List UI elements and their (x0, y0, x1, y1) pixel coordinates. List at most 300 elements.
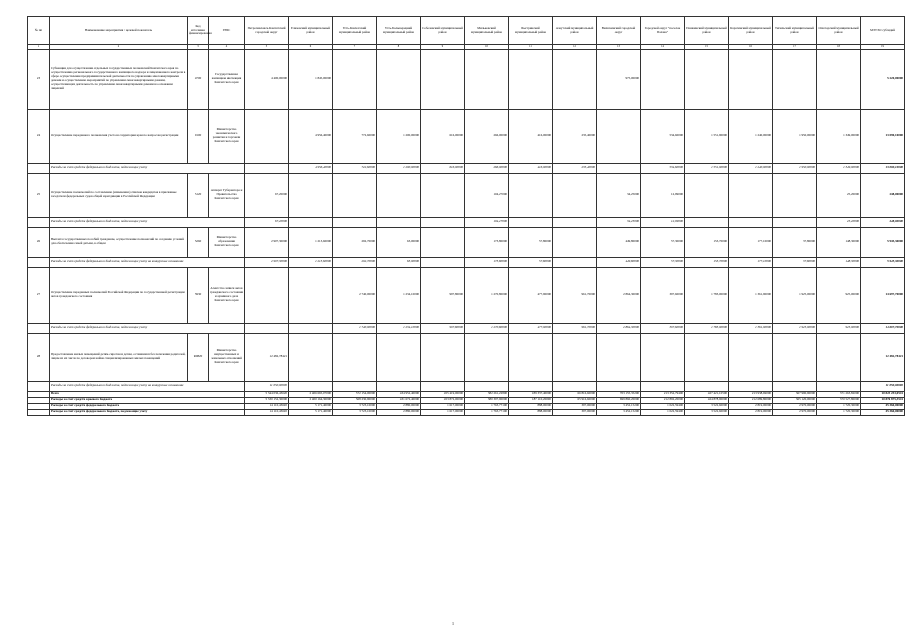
amount-value (333, 173, 377, 217)
amount-value: 1 783,00000 (685, 267, 729, 323)
amount-value (685, 49, 729, 109)
amount-value: 66 816,60000 (553, 391, 597, 397)
amount-value: 1 361,90000 (729, 267, 773, 323)
amount-value (289, 323, 333, 333)
amount-value: 65 916,60000 (553, 397, 597, 403)
source-code: 0100 (188, 109, 209, 163)
amount-value (729, 49, 773, 109)
amount-value: 212 689,80000 (729, 397, 773, 403)
amount-value: 213 352,79400 (641, 391, 685, 397)
amount-value: 453 872,00000 (421, 397, 465, 403)
amount-value: 1 361,90000 (729, 323, 773, 333)
amount-value: 1 617,00000 (421, 403, 465, 409)
amount-value: 380 397,90000 (465, 397, 509, 403)
amount-value (289, 267, 333, 323)
amount-value (817, 381, 861, 391)
amount-value (553, 333, 597, 381)
table-row (28, 109, 905, 163)
amount-value (509, 173, 553, 217)
amount-value: 5 344 036,43620 (245, 391, 289, 397)
amount-value: 14 110,43620 (245, 409, 289, 415)
activity-name: Осуществление переданного полномочия учета на территории края по вопросам регистрации (50, 109, 188, 163)
amount-value (245, 109, 289, 163)
column-index: 7 (333, 45, 377, 50)
total-value: 11 050,00000 (861, 381, 905, 391)
amount-value (773, 217, 817, 227)
amount-value: 382 261,22800 (465, 391, 509, 397)
amount-value: 772,60000 (333, 109, 377, 163)
amount-value (333, 381, 377, 391)
column-header: Код источника финансирования (188, 17, 209, 45)
row-number: 23 (28, 49, 50, 109)
amount-value (421, 227, 465, 257)
amount-value: 365 120,00000 (773, 397, 817, 403)
column-index: 10 (465, 45, 509, 50)
amount-value (377, 381, 421, 391)
subtotal-row (28, 163, 905, 173)
amount-value: 12,99000 (641, 217, 685, 227)
table-row (28, 333, 905, 381)
grbs-name: Аппарат Губернатора и Правительства Камчатского края (209, 173, 245, 217)
amount-value: 2 907,30000 (245, 257, 289, 267)
amount-value: 2 970,00000 (773, 409, 817, 415)
amount-value: 1 763,77100 (465, 403, 509, 409)
amount-value (553, 217, 597, 227)
empty-cell (28, 381, 50, 391)
amount-value: 173,80000 (465, 257, 509, 267)
amount-value: 2 880,00000 (377, 403, 421, 409)
amount-value: 925,00000 (817, 323, 861, 333)
amount-value: 57,30000 (641, 227, 685, 257)
column-header: МЭТЭО субсидий (861, 17, 905, 45)
amount-value: 34,25000 (597, 173, 641, 217)
total-value: 248,00000 (861, 217, 905, 227)
amount-value: 189 337,40000 (509, 391, 553, 397)
source-code: 4700 (188, 49, 209, 109)
amount-value (817, 49, 861, 109)
amount-value: 34,25000 (597, 217, 641, 227)
amount-value (421, 217, 465, 227)
column-index: 6 (289, 45, 333, 50)
amount-value: 1 783,00000 (685, 323, 729, 333)
amount-value: 14 110,43620 (245, 403, 289, 409)
amount-value: 12 482,78421 (245, 333, 289, 381)
amount-value (773, 381, 817, 391)
grbs-name: Министерство образования Камчатского края (209, 227, 245, 257)
amount-value: 1 551,90000 (685, 163, 729, 173)
column-header: Быстринский муниципальный район (509, 17, 553, 45)
amount-value: 57,30000 (641, 257, 685, 267)
amount-value: 534,60000 (641, 163, 685, 173)
amount-value: 975,00000 (597, 49, 641, 109)
amount-value: 4 400,00000 (245, 49, 289, 109)
amount-value (685, 173, 729, 217)
subsidy-table (27, 16, 905, 416)
amount-value: 371 263,82000 (817, 391, 861, 397)
empty-cell (28, 163, 50, 173)
grbs-name: Агентство записи актов гражданского состояния и архивного дела Камчатского края (209, 267, 245, 323)
amount-value: 57,80000 (509, 227, 553, 257)
activity-name: Осуществление полномочий по составлению (изменению) списков кандидатов в присяжные заседатели федеральных судов общей юрисдикции в Российской Федерации (50, 173, 188, 217)
row-number: 24 (28, 109, 50, 163)
row-label: Расходы за счет средств федерального бюджета, подлежащие учету на конкурсных основаниях (50, 381, 245, 391)
amount-value (421, 49, 465, 109)
total-value: 14 697,70000 (861, 267, 905, 323)
amount-value: 2 406 665,07000 (289, 391, 333, 397)
amount-value (509, 217, 553, 227)
amount-value: 148,30000 (817, 227, 861, 257)
amount-value: 1 270,80000 (465, 323, 509, 333)
amount-value: 235,40000 (553, 109, 597, 163)
amount-value: 925,00000 (817, 267, 861, 323)
column-index: 11 (509, 45, 553, 50)
amount-value: 699 860,20000 (597, 397, 641, 403)
amount-value: 1 950,00000 (773, 109, 817, 163)
column-header: Наименование мероприятия / целевой показатель (50, 17, 188, 45)
amount-value: 1 213,60000 (289, 227, 333, 257)
amount-value: 568 230,90000 (333, 397, 377, 403)
amount-value: 67,20000 (245, 217, 289, 227)
amount-value: 616,00000 (421, 109, 465, 163)
amount-value (685, 381, 729, 391)
activity-name: Предоставление жилых помещений детям-сиротам и детям, оставшимся без попечения родителей, лицам из их числа по договорам найма специализированных жилых помещений (50, 333, 188, 381)
amount-value: 455 419,00000 (421, 391, 465, 397)
row-number: 28 (28, 333, 50, 381)
amount-value (333, 217, 377, 227)
source-code: 5930 (188, 267, 209, 323)
column-index: 14 (641, 45, 685, 50)
total-value: 14 697,70000 (861, 323, 905, 333)
row-number: 25 (28, 173, 50, 217)
amount-value: 427 421,10500 (685, 391, 729, 397)
amount-value (641, 49, 685, 109)
grbs-name: Министерство имущественных и земельных отношений Камчатского края (209, 333, 245, 381)
amount-value (465, 333, 509, 381)
column-index: 15 (685, 45, 729, 50)
table-row (28, 267, 905, 323)
total-value: 5 945,30000 (861, 257, 905, 267)
amount-value (729, 217, 773, 227)
amount-value: 5 330 152,30000 (245, 397, 289, 403)
total-value: 248,00000 (861, 173, 905, 217)
amount-value: 3 522,60000 (685, 403, 729, 409)
amount-value (333, 333, 377, 381)
amount-value: 1 925,00000 (773, 267, 817, 323)
total-value: 10 876 875,3541 (861, 397, 905, 403)
amount-value: 1 234,10000 (377, 323, 421, 333)
amount-value: 416,00000 (509, 109, 553, 163)
amount-value: 888,00000 (509, 409, 553, 415)
amount-value: 449,80000 (597, 227, 641, 257)
amount-value: 2 970,00000 (773, 403, 817, 409)
activity-name: Субвенции для осуществления отдельных государственных полномочий Камчатского края по осуществлению регионального государственного жилищного надзора и лицензионного контроля в сфере осуществления предпринимательской деятельности по управлению многоквартирными домами и осуществлению мероприятий по управлению многоквартирными домами, осуществляющих деятельность по управлению многоквартирными домами на основании лицензий (50, 49, 188, 109)
amount-value: 2 819,00000 (729, 403, 773, 409)
row-number: 27 (28, 267, 50, 323)
source-code: R0820 (188, 333, 209, 381)
amount-value (377, 333, 421, 381)
amount-value: 534,60000 (641, 109, 685, 163)
amount-value: 961,70000 (553, 323, 597, 333)
amount-value: 3 723,10000 (333, 409, 377, 415)
amount-value: 1 234,10000 (377, 267, 421, 323)
amount-value: 1 349,00000 (817, 163, 861, 173)
amount-value: 292,70000 (333, 257, 377, 267)
column-index: 8 (377, 45, 421, 50)
column-index: 4 (209, 45, 245, 50)
row-label: Расходы за счет средств краевого бюджета (50, 397, 245, 403)
column-header: Усть-Камчатский муниципальный район (333, 17, 377, 45)
column-header: № пп (28, 17, 50, 45)
amount-value: 1 240,00000 (729, 163, 773, 173)
amount-value: 722,60000 (333, 163, 377, 173)
total-value: 13 090,10000 (861, 163, 905, 173)
amount-value: 104,27000 (465, 173, 509, 217)
amount-value (245, 267, 289, 323)
amount-value (597, 163, 641, 173)
amount-value: 703 155,35200 (597, 391, 641, 397)
amount-value (553, 173, 597, 217)
amount-value: 67,20000 (245, 173, 289, 217)
amount-value (729, 381, 773, 391)
amount-value: 1 551,90000 (685, 109, 729, 163)
amount-value: 616,00000 (421, 163, 465, 173)
amount-value: 2 400 164,30000 (289, 397, 333, 403)
amount-value: 104,27000 (465, 217, 509, 227)
amount-value: 1 925,00000 (773, 323, 817, 333)
empty-cell (28, 323, 50, 333)
amount-value: 1 720,30000 (817, 403, 861, 409)
amount-value: 2 864,30000 (597, 267, 641, 323)
amount-value (377, 49, 421, 109)
column-index: 1 (28, 45, 50, 50)
amount-value: 397,60000 (641, 323, 685, 333)
amount-value (553, 49, 597, 109)
amount-value: 572 154,00000 (333, 391, 377, 397)
amount-value: 63,00000 (377, 257, 421, 267)
amount-value: 477,90000 (509, 323, 553, 333)
column-index: 5 (245, 45, 289, 50)
activity-name: Осуществление переданных полномочий Российской Федерации по государственной регистрации актов гражданского состояния (50, 267, 188, 323)
amount-value (509, 333, 553, 381)
activity-name: Выплата государственных пособий гражданам, осуществление полномочий по созданию условий для обеспечения семей детьми, в общем (50, 227, 188, 257)
amount-value: 1 022,59400 (641, 409, 685, 415)
amount-value: 1 200,00000 (377, 109, 421, 163)
amount-value: 2 819,00000 (729, 409, 773, 415)
amount-value: 2 907,30000 (245, 227, 289, 257)
amount-value (773, 49, 817, 109)
column-header: Елизовский муниципальный район (289, 17, 333, 45)
amount-value: 3 723,10000 (333, 403, 377, 409)
row-label: Расходы за счет средств федерального бюджета (50, 403, 245, 409)
amount-value (509, 49, 553, 109)
source-code: 5260 (188, 227, 209, 257)
amount-value (685, 217, 729, 227)
column-index: 2 (50, 45, 188, 50)
amount-value (597, 381, 641, 391)
amount-value: 397,00000 (553, 403, 597, 409)
total-value: 45 360,00000 (861, 409, 905, 415)
amount-value (641, 333, 685, 381)
amount-value: 367 990,90000 (773, 391, 817, 397)
amount-value: 177,10000 (729, 257, 773, 267)
total-value: 5 945,30000 (861, 227, 905, 257)
amount-value: 3 452,15200 (597, 403, 641, 409)
amount-value (421, 381, 465, 391)
amount-value: 11 050,00000 (245, 381, 289, 391)
amount-value (553, 381, 597, 391)
amount-value: 1 022,59400 (641, 403, 685, 409)
amount-value: 1 845,00000 (289, 49, 333, 109)
amount-value: 213 938,69000 (729, 391, 773, 397)
amount-value (641, 381, 685, 391)
amount-value: 416,00000 (509, 163, 553, 173)
amount-value: 397,00000 (553, 409, 597, 415)
column-header: Алеутский муниципальный район (553, 17, 597, 45)
amount-value: 1 950,00000 (773, 163, 817, 173)
amount-value: 397,60000 (641, 267, 685, 323)
header-row (28, 17, 905, 45)
amount-value: 292,70000 (333, 227, 377, 257)
total-value: 5 220,00000 (861, 49, 905, 109)
column-header: Тигильский муниципальный район (773, 17, 817, 45)
amount-value: 888,00000 (509, 403, 553, 409)
amount-value: 212 892,20000 (641, 397, 685, 403)
row-number: 26 (28, 227, 50, 257)
amount-value (597, 333, 641, 381)
column-header: Соболевский муниципальный район (421, 17, 465, 45)
amount-value (289, 173, 333, 217)
column-index: 13 (597, 45, 641, 50)
column-header: Карагинский муниципальный район (729, 17, 773, 45)
amount-value (245, 163, 289, 173)
column-header: ГРБС (209, 17, 245, 45)
row-label: Расходы за счет средств федерального бюджета, подлежащие учету (50, 163, 245, 173)
amount-value: 1 213,60000 (289, 257, 333, 267)
amount-value: 266,00000 (465, 163, 509, 173)
amount-value: 177,10000 (729, 227, 773, 257)
amount-value: 5 171,40000 (289, 403, 333, 409)
amount-value: 1 720,30000 (817, 409, 861, 415)
column-header: Городской округ "поселок Палана" (641, 17, 685, 45)
amount-value (773, 333, 817, 381)
amount-value (729, 333, 773, 381)
amount-value: 1 240,00000 (729, 109, 773, 163)
column-index: 19 (861, 45, 905, 50)
subtotal-row (28, 381, 905, 391)
amount-value: 961,70000 (553, 267, 597, 323)
amount-value: 187 110,20000 (509, 397, 553, 403)
table-row (28, 49, 905, 109)
subtotal-row (28, 257, 905, 267)
amount-value: 266,00000 (465, 109, 509, 163)
empty-cell (28, 409, 50, 415)
amount-value: 370 527,80000 (817, 397, 861, 403)
row-label: Всего (50, 391, 245, 397)
amount-value (817, 333, 861, 381)
amount-value: 25,20000 (817, 217, 861, 227)
amount-value: 997,80000 (421, 267, 465, 323)
table-row (28, 227, 905, 257)
amount-value: 12,99000 (641, 173, 685, 217)
amount-value: 434 952,40000 (377, 391, 421, 397)
row-label: Расходы за счет средств федерального бюджета, подлежащие учету (50, 323, 245, 333)
amount-value: 148,30000 (817, 257, 861, 267)
column-header: Усть-Большерецкий муниципальный район (377, 17, 421, 45)
amount-value: 997,80000 (421, 323, 465, 333)
column-index: 17 (773, 45, 817, 50)
row-label: Расходы за счет средств федерального бюджета, подлежащие учету (50, 409, 245, 415)
column-header: Мильковский муниципальный район (465, 17, 509, 45)
amount-value (729, 173, 773, 217)
amount-value: 57,80000 (509, 257, 553, 267)
amount-value: 173,80000 (465, 227, 509, 257)
amount-value (553, 227, 597, 257)
subtotal-row (28, 323, 905, 333)
amount-value: 1 200,00000 (377, 163, 421, 173)
total-value: 45 360,00000 (861, 403, 905, 409)
table-body (28, 49, 905, 415)
amount-value: 1 740,00000 (333, 323, 377, 333)
row-label: Расходы за счет средств федерального бюджета, подлежащие учету (50, 217, 245, 227)
amount-value (333, 49, 377, 109)
column-index: 9 (421, 45, 465, 50)
amount-value (377, 173, 421, 217)
amount-value (421, 173, 465, 217)
amount-value (421, 257, 465, 267)
amount-value: 37,80000 (773, 227, 817, 257)
table-row (28, 173, 905, 217)
grbs-name: Государственная жилищная инспекция Камчатского края (209, 49, 245, 109)
column-index: 18 (817, 45, 861, 50)
amount-value: 4 956,40000 (289, 163, 333, 173)
document-page (27, 16, 903, 416)
total-value: 13 090,10000 (861, 109, 905, 163)
amount-value: 2 880,00000 (377, 409, 421, 415)
grbs-name: Министерство экономического развития и торговли Камчатского края (209, 109, 245, 163)
amount-value (245, 323, 289, 333)
amount-value (289, 333, 333, 381)
amount-value: 5 171,40000 (289, 409, 333, 415)
empty-cell (28, 257, 50, 267)
page-number: 1 (452, 621, 454, 626)
total-row (28, 409, 905, 415)
amount-value (465, 381, 509, 391)
amount-value (773, 173, 817, 217)
amount-value: 1 349,00000 (817, 109, 861, 163)
column-header: Петропавловск-Камчатский городской округ (245, 17, 289, 45)
amount-value (289, 217, 333, 227)
amount-value: 2 864,30000 (597, 323, 641, 333)
amount-value: 25,20000 (817, 173, 861, 217)
amount-value (509, 381, 553, 391)
column-index: 12 (553, 45, 597, 50)
row-label: Расходы за счет средств федерального бюджета, подлежащие учету на конкурсных основаниях (50, 257, 245, 267)
amount-value: 1 763,77100 (465, 409, 509, 415)
amount-value (289, 381, 333, 391)
amount-value: 449,80000 (597, 257, 641, 267)
column-header: Вилючинский городской округ (597, 17, 641, 45)
amount-value: 1 270,80000 (465, 267, 509, 323)
amount-value: 153,70000 (685, 257, 729, 267)
amount-value (597, 109, 641, 163)
amount-value (553, 257, 597, 267)
column-index: 16 (729, 45, 773, 50)
amount-value (421, 333, 465, 381)
amount-value: 477,90000 (509, 267, 553, 323)
column-header: Олюторский муниципальный район (817, 17, 861, 45)
amount-value: 153,70000 (685, 227, 729, 257)
amount-value: 37,80000 (773, 257, 817, 267)
